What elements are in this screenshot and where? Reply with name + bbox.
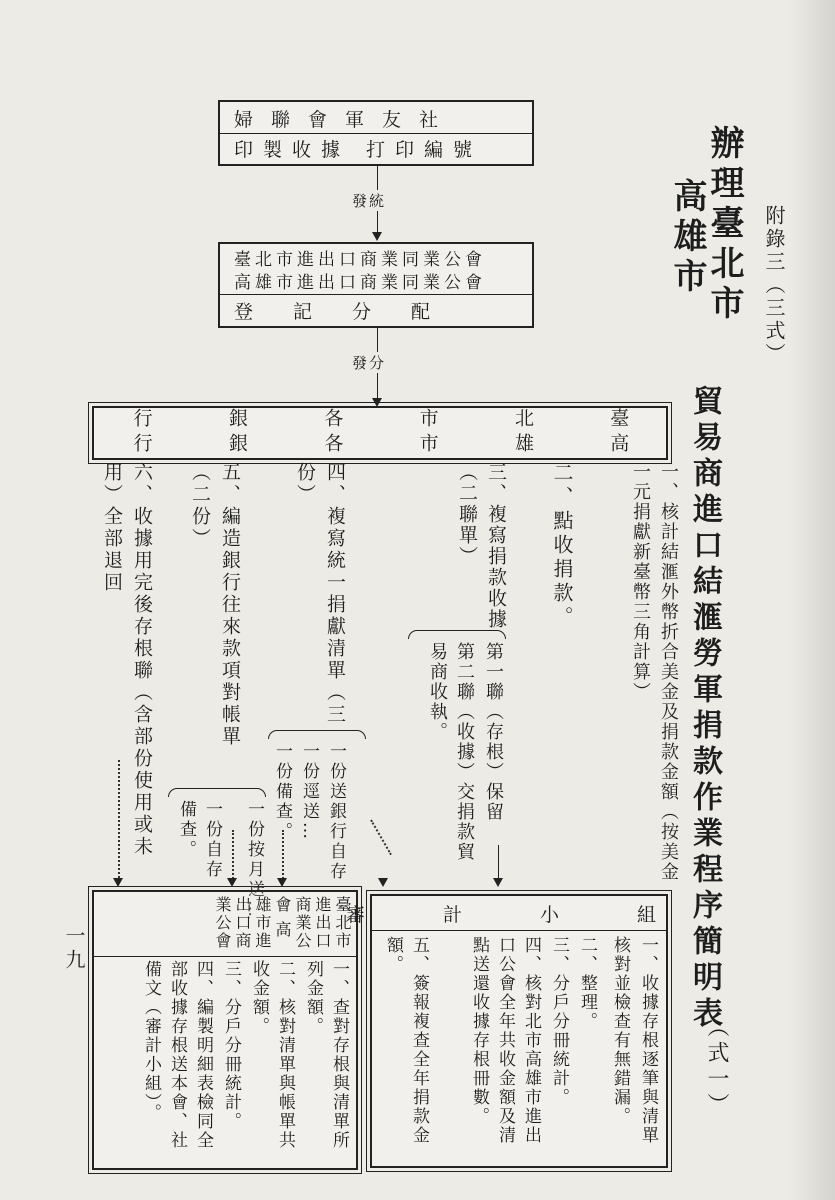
- step-4: 四、複寫統一捐獻清單（三份）: [294, 462, 346, 726]
- header-city-names: 北雄: [511, 408, 534, 458]
- box-audit-committee-header: 審 計 小 組: [345, 903, 693, 926]
- box-printing-line2: 印製收據 打印編號: [234, 139, 483, 161]
- title-suffix: （式一）: [704, 1015, 729, 1119]
- step-6: 六、收據用完後存根聯（含部份使用或未用）全部退回: [101, 462, 153, 858]
- box-audit-item-4: 四、核對北市高雄市進出口公會全年共收金額及清點送還收據存根冊數。: [469, 936, 541, 1145]
- step-5: 五、編造銀行往來款項對帳單（二份）: [189, 462, 241, 748]
- header-row: 行行: [130, 408, 153, 458]
- box-audit-item-5: 五、簽報複查全年捐款金額。: [383, 936, 429, 1145]
- box-printing-line1: 婦聯會軍友社: [234, 108, 457, 131]
- box-guild-registry: [218, 242, 534, 328]
- step-4-sub1: 一份送銀行自存: [326, 742, 346, 882]
- box-audit-committee: [345, 894, 693, 1168]
- page-edge-shadow: [789, 0, 835, 1200]
- title-col-3: 貿易商進口結滙勞軍捐款作業程序簡明表: [687, 385, 722, 1033]
- box-audit-item-3: 三、分戶分冊統計。: [549, 936, 569, 1107]
- title-col-1: 辦理臺北市: [704, 125, 744, 325]
- box-guild-audit-item-4: 四、編製明細表檢同全部收據存根送本會、社備文（審計小組）。: [141, 960, 213, 1150]
- step-5-sub1: 一份按月送…: [244, 800, 264, 920]
- step-4-sub3: 一份備查。: [272, 742, 292, 842]
- appendix-label: 附錄三（三式）: [762, 205, 786, 366]
- step-2: 二、點收捐款。: [550, 462, 574, 630]
- step-3-sub2: 第二聯（收據）交捐款貿易商收執。: [427, 642, 475, 862]
- box-guild-audit-header: 臺北市進出口商業公會 高雄市進出口商業公會: [213, 896, 352, 950]
- step-5-sub3: 備查。: [176, 800, 196, 860]
- header-city-suffix: 市市: [416, 408, 439, 458]
- title-col-2: 高雄市: [667, 178, 707, 298]
- box-guild-line3: 登記分配: [234, 300, 471, 323]
- step-4-sub2: 一份逕送…: [299, 742, 319, 842]
- header-each: 各各: [321, 408, 344, 458]
- box-guild-audit-item-3: 三、分戶分冊統計。: [221, 960, 241, 1131]
- box-guild-audit: [92, 890, 358, 1170]
- step-3: 三、複寫捐款收據（二聯單）: [456, 462, 507, 630]
- step-5-sub2: 一份自存: [202, 800, 222, 880]
- box-guild-audit-item-1: 一、查對存根與清單所列金額。: [303, 960, 349, 1150]
- step-1: 一、核計結滙外幣折合美金及捐款金額（按美金一元捐獻新臺幣三角計算）: [630, 462, 679, 882]
- box-audit-item-2: 二、整理。: [577, 936, 597, 1031]
- box-guild-audit-item-2: 二、核對清單與帳單共收金額。: [249, 960, 295, 1150]
- edge-distribute-label: 發統: [352, 192, 387, 210]
- box-printing: [218, 100, 534, 166]
- box-guild-line2: 高雄市進出口商業同業公會: [234, 272, 486, 293]
- header-kaohsiung-taipei: 臺高: [607, 408, 630, 458]
- box-banks-header: [92, 406, 668, 460]
- box-guild-line1: 臺北市進出口商業同業公會: [234, 249, 486, 270]
- step-3-sub1: 第一聯（存根）保留: [483, 642, 504, 822]
- box-audit-item-1: 一、收據存根逐筆與清單核對並檢查有無錯漏。: [610, 936, 658, 1145]
- header-bank: 銀銀: [225, 408, 248, 458]
- edge-allocate-label: 發分: [352, 354, 387, 372]
- page-number: 一九: [62, 925, 86, 973]
